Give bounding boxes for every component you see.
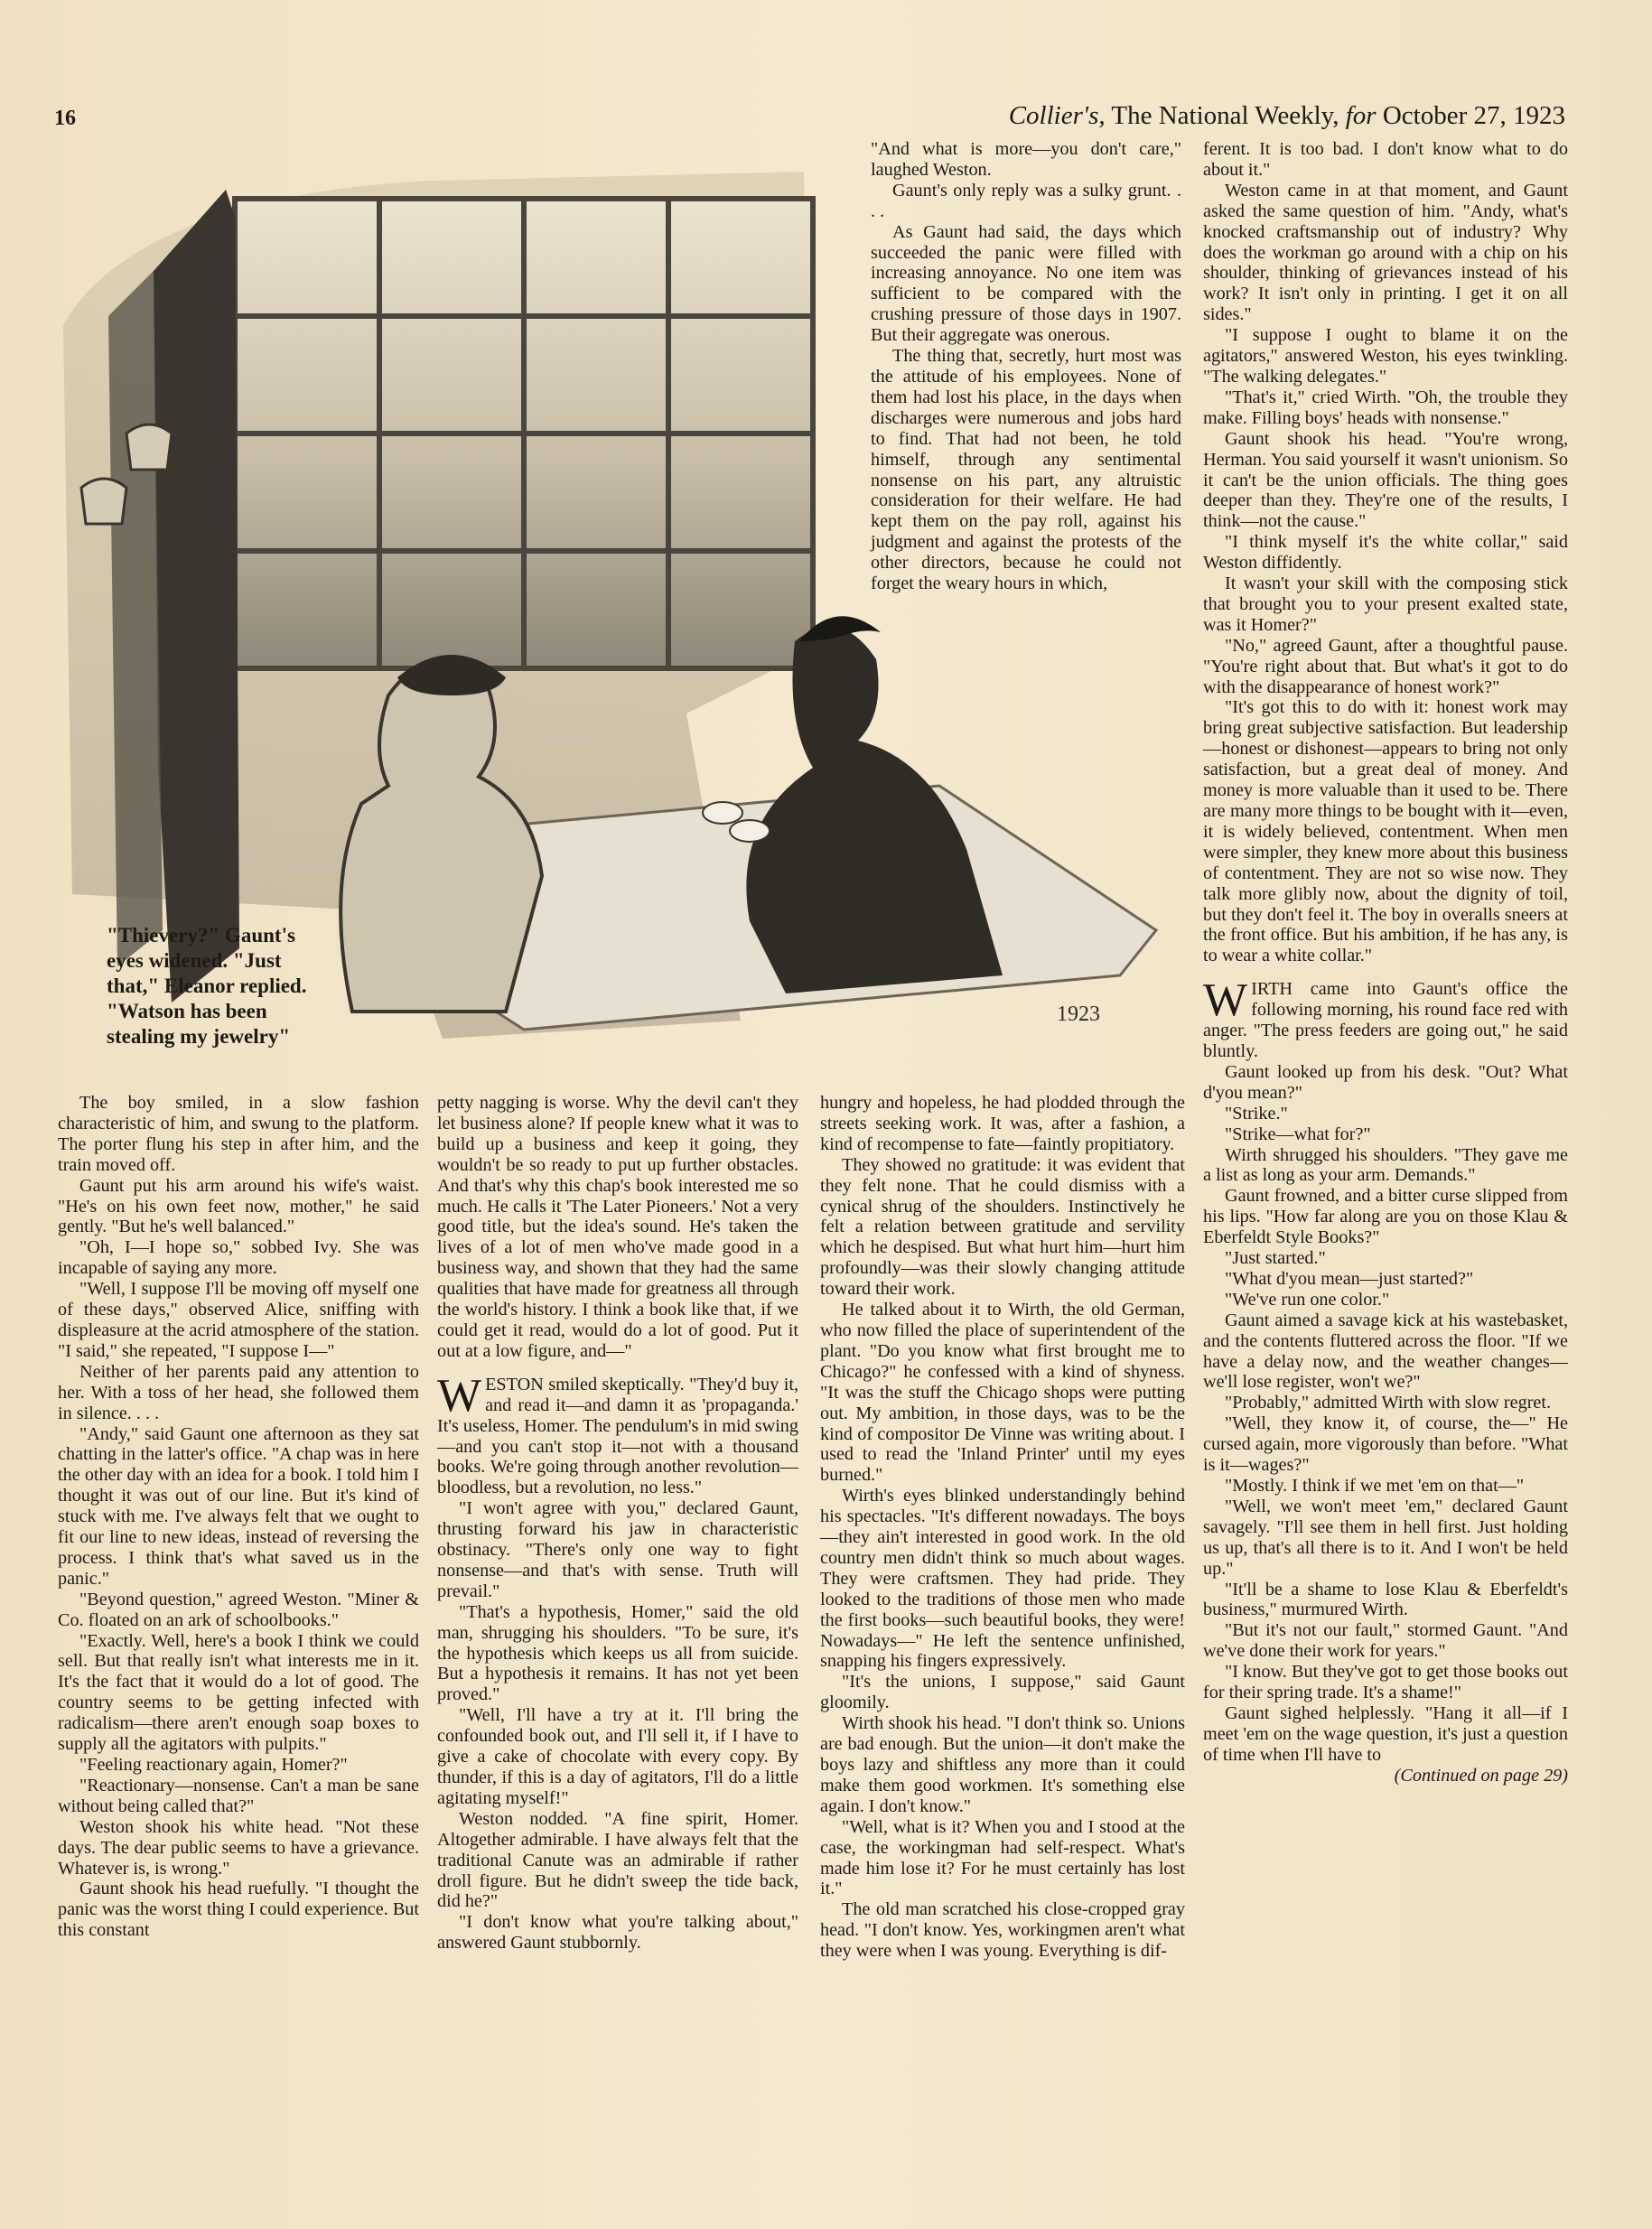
paragraph: "Oh, I—I hope so," sobbed Ivy. She was incapable of saying any more. xyxy=(58,1237,419,1279)
paragraph: He talked about it to Wirth, the old German, who now filled the place of superintendent of the plant. "Do you know what first brought me to Chicago?" he confessed with a kind of shyness. "It was the stuff the Chicago shops were putting out. My ambition, in those days, was to be the kind of compositor De Vinne was writing about. I used to read the 'Inland Printer' until my eyes burned." xyxy=(820,1300,1185,1486)
column-3-top xyxy=(871,139,1181,594)
paragraph: The old man scratched his close-cropped gray head. "I don't know. Yes, workingmen aren't what they were when I was young. Everything is dif- xyxy=(820,1899,1185,1962)
paragraph: "No," agreed Gaunt, after a thoughtful pause. "You're right about that. But what's it got to do with the disappearance of honest work?" xyxy=(1203,635,1568,697)
paragraph-dropcap xyxy=(437,1369,798,1498)
paragraph: The thing that, secretly, hurt most was the attitude of his employees. None of them had lost his place, in the days when discharges were numerous and jobs hard to find. That had not been, he told himself, through any sentimental nonsense on his part, any altruistic consideration for their welfare. He had kept them on the pay roll, against his judgment and against the protests of the other directors, because he could not forget the weary hours in which, xyxy=(871,346,1181,594)
paragraph: Gaunt shook his head ruefully. "I thought the panic was the worst thing I could experience. But this constant xyxy=(58,1879,419,1941)
paragraph: "Andy," said Gaunt one afternoon as they sat chatting in the latter's office. "A chap was in here the other day with an idea for a book. I told him I thought it was out of our line. But it's kind of stuck with me. I've always felt that we ought to fit our line to new ideas, instead of reversing the process. I think that's what saved us in the panic." xyxy=(58,1423,419,1589)
paragraph: "I don't know what you're talking about," answered Gaunt stubbornly. xyxy=(437,1912,798,1954)
illustration-caption xyxy=(107,923,331,1049)
paragraph: Wirth shook his head. "I don't think so. Unions are bad enough. But the union—it don't make the boys lazy and shiftless any more than it could make them good workmen. It's something else again. I don't know." xyxy=(820,1713,1185,1816)
page-number: 16 xyxy=(54,107,76,130)
running-head xyxy=(1009,101,1565,131)
publication-subtitle: The National Weekly, xyxy=(1111,101,1339,130)
continued-note: (Continued on page 29) xyxy=(1394,1765,1568,1786)
paragraph: "That's it," cried Wirth. "Oh, the trouble they make. Filling boys' heads with nonsense." xyxy=(1203,387,1568,428)
paragraph: "Probably," admitted Wirth with slow regret. xyxy=(1225,1393,1552,1413)
paragraph-dropcap xyxy=(1203,975,1568,1062)
paragraph: As Gaunt had said, the days which succeeded the panic were filled with increasing annoyance. No one item was sufficient to be compared with the crushing pressure of those days in 1907. But their aggregate was onerous. xyxy=(871,221,1181,346)
paragraph: "Well, I'll have a try at it. I'll bring the confounded book out, and I'll sell it, if I have to give a cake of chocolate with every copy. By thunder, if this is a day of agitators, I'll do a little agitating myself!" xyxy=(437,1705,798,1808)
paragraph: "What d'you mean—just started?" xyxy=(1225,1268,1474,1289)
paragraph: The boy smiled, in a slow fashion characteristic of him, and swung to the platform. The porter flung his step in after him, and the train moved off. xyxy=(58,1093,419,1175)
paragraph: "I won't agree with you," declared Gaunt, thrusting forward his jaw in characteristic obstinacy. "There's only one way to fight nonsense—and that's with sense. Truth will prevail." xyxy=(437,1498,798,1601)
paragraph: "Well, I suppose I'll be moving off myself one of these days," observed Alice, sniffing with displeasure at the acrid atmosphere of the station. "I said," she repeated, "I suppose I—" xyxy=(58,1279,419,1361)
paragraph: Weston came in at that moment, and Gaunt asked the same question of him. "Andy, what's knocked craftsmanship out of industry? Why does the workman go around with a chip on his shoulder, thinking of grievances instead of his work? It isn't only in printing. I get it on all sides." xyxy=(1203,180,1568,325)
paragraph: Gaunt shook his head. "You're wrong, Herman. You said yourself it wasn't unionism. So it can't be the union officials. The thing goes deeper than they. They're one of the results, I think—not the cause." xyxy=(1203,428,1568,532)
paragraph: "I know. But they've got to get those books out for their spring trade. It's a shame!" xyxy=(1203,1662,1568,1703)
paragraph: "Well, they know it, of course, the—" He cursed again, more vigorously than before. "What is it—wages?" xyxy=(1203,1413,1568,1476)
paragraph: Weston nodded. "A fine spirit, Homer. Altogether admirable. I have always felt that the traditional Canute was an admirable if rather droll figure. But he didn't sweep the tide back, did he?" xyxy=(437,1808,798,1912)
paragraph: "Well, we won't meet 'em," declared Gaunt savagely. "I'll see them in hell first. Just holding us up, that's all there is to it. And I won't be held up." xyxy=(1203,1496,1568,1579)
drop-cap: W xyxy=(437,1369,482,1422)
paragraph: Gaunt aimed a savage kick at his wastebasket, and the contents fluttered across the floor. "If we have a delay now, and the weather changes—we'll lose register, won't we?" xyxy=(1203,1310,1568,1393)
for-word: for xyxy=(1345,101,1377,130)
paragraph: Neither of her parents paid any attention to her. With a toss of her head, she followed them in silence. . . . xyxy=(58,1361,419,1423)
paragraph: "Exactly. Well, here's a book I think we could sell. But that really isn't what interests me in it. It's the fact that it would do a lot of good. The country seems to be getting infected with radicalism—there aren't enough soap boxes to supply all the agitators with pulpits." xyxy=(58,1630,419,1755)
column-4 xyxy=(1203,139,1568,1786)
paragraph: petty nagging is worse. Why the devil can't they let business alone? If people knew what it was to build up a business and keep it going, they wouldn't be so ready to put up further obstacles. And that's why this chap's book interested me so much. He calls it 'The Later Pioneers.' Not a very good title, but the idea's sound. He's taken the lives of a lot of men who've made good in a business way, and shown that they had the same qualities that have made for greatness all through the world's history. I think a book like that, if we could get it read, would do a lot of good. Put it out at a low figure, and—" xyxy=(437,1093,798,1361)
paragraph: Gaunt looked up from his desk. "Out? What d'you mean?" xyxy=(1203,1061,1568,1103)
paragraph: "I think myself it's the white collar," said Weston diffidently. xyxy=(1203,532,1568,574)
column-3-bottom xyxy=(820,1093,1185,1962)
paragraph: "Feeling reactionary again, Homer?" xyxy=(79,1755,348,1775)
paragraph: "Beyond question," agreed Weston. "Miner & Co. floated on an ark of schoolbooks." xyxy=(58,1589,419,1630)
paragraph: "That's a hypothesis, Homer," said the old man, shrugging his shoulders. "To be sure, it's the hypothesis which keeps us all from suicide. But a hypothesis it remains. It has not yet been proved." xyxy=(437,1601,798,1705)
paragraph: "It's got this to do with it: honest work may bring great subjective satisfaction. But leadership—honest or dishonest—appears to bring not only satisfaction, but a great deal of money. And money is more valuable than it used to be. There are many more things to be bought with it—even, it is widely believed, contentment. When men were simpler, they knew more about this business of contentment. They are not so wise now. They talk more glibly now, about the dignity of toil, but they don't feel it. The boy in overalls sneers at the front office. But his ambition, if he has any, is to wear a white collar." xyxy=(1203,697,1568,966)
issue-date: October 27, 1923 xyxy=(1382,101,1565,130)
paragraph-rest: ESTON smiled skeptically. "They'd buy it, and read it—and damn it as 'propaganda.' It's useless, Homer. The pendulum's in mid swing—and you can't stop it—not with a thousand books. We're going through another revolution—bloodless, but a revolution, no less." xyxy=(437,1374,798,1498)
paragraph: "And what is more—you don't care," laughed Weston. xyxy=(871,139,1181,180)
paragraph: Gaunt put his arm around his wife's waist. "He's on his own feet now, mother," he said gently. "But he's well balanced." xyxy=(58,1175,419,1237)
paragraph: They showed no gratitude: it was evident that they felt none. That he could dismiss with a cynical shrug of the shoulders. Instinctively he felt a relation between gratitude and servility which he despised. But what hurt him—hurt him profoundly—was their slowly changing attitude toward their work. xyxy=(820,1154,1185,1300)
paragraph: It wasn't your skill with the composing stick that brought you to your present exalted state, was it Homer?" xyxy=(1203,574,1568,635)
column-1 xyxy=(58,1093,419,1941)
paragraph: "Strike." xyxy=(1225,1103,1288,1124)
paragraph: "I suppose I ought to blame it on the agitators," answered Weston, his eyes twinkling. "The walking delegates." xyxy=(1203,325,1568,387)
paragraph: "Mostly. I think if we met 'em on that—" xyxy=(1225,1476,1525,1496)
paragraph: Wirth shrugged his shoulders. "They gave me a list as long as your arm. Demands." xyxy=(1203,1144,1568,1186)
paragraph: Gaunt frowned, and a bitter curse slipped from his lips. "How far along are you on those Klau & Eberfeldt Style Books?" xyxy=(1203,1186,1568,1248)
artist-signature: 1923 xyxy=(1057,1003,1100,1026)
paragraph-rest: IRTH came into Gaunt's office the following morning, his round face red with anger. "The press feeders are going out," he said bluntly. xyxy=(1203,979,1568,1061)
paragraph: "We've run one color." xyxy=(1225,1289,1390,1310)
caption-text: "Thievery?" Gaunt's eyes widened. "Just that," Eleanor replied. "Watson has been stealing my jewelry" xyxy=(107,924,307,1048)
paragraph: "Just started." xyxy=(1225,1248,1326,1269)
paragraph: "Well, what is it? When you and I stood at the case, the workingman had self-respect. What's made him lose it? For he must certainly has lost it." xyxy=(820,1816,1185,1899)
paragraph: hungry and hopeless, he had plodded through the streets seeking work. It was, after a fashion, a kind of recompense to fate—faintly propitiatory. xyxy=(820,1093,1185,1154)
paragraph xyxy=(1203,1702,1568,1786)
publication-name: Collier's, xyxy=(1008,101,1106,130)
paragraph: "Strike—what for?" xyxy=(1225,1124,1371,1144)
paragraph: Gaunt's only reply was a sulky grunt. . . . xyxy=(871,180,1181,221)
paragraph: Wirth's eyes blinked understandingly behind his spectacles. "It's different nowadays. The boys—they ain't interested in good work. In the old country men didn't think so much about wages. They were craftsmen. They had pride. They looked to the traditions of those men who made the first books—such beautiful books, they were! Nowadays—" He left the sentence unfinished, snapping his fingers expressively. xyxy=(820,1486,1185,1672)
paragraph: "It's the unions, I suppose," said Gaunt gloomily. xyxy=(820,1672,1185,1713)
paragraph: "But it's not our fault," stormed Gaunt. "And we've done their work for years." xyxy=(1203,1620,1568,1662)
paragraph: "Reactionary—nonsense. Can't a man be sane without being called that?" xyxy=(58,1775,419,1816)
paragraph: Weston shook his white head. "Not these days. The dear public seems to have a grievance. Whatever is, is wrong." xyxy=(58,1816,419,1879)
column-2 xyxy=(437,1093,798,1954)
drop-cap: W xyxy=(1203,975,1248,1027)
paragraph-text: Gaunt sighed helplessly. "Hang it all—if I meet 'em on the wage question, it's just a question of time when I'll have to xyxy=(1203,1702,1568,1765)
paragraph: ferent. It is too bad. I don't know what to do about it." xyxy=(1203,139,1568,180)
paragraph: "It'll be a shame to lose Klau & Eberfeldt's business," murmured Wirth. xyxy=(1203,1579,1568,1620)
